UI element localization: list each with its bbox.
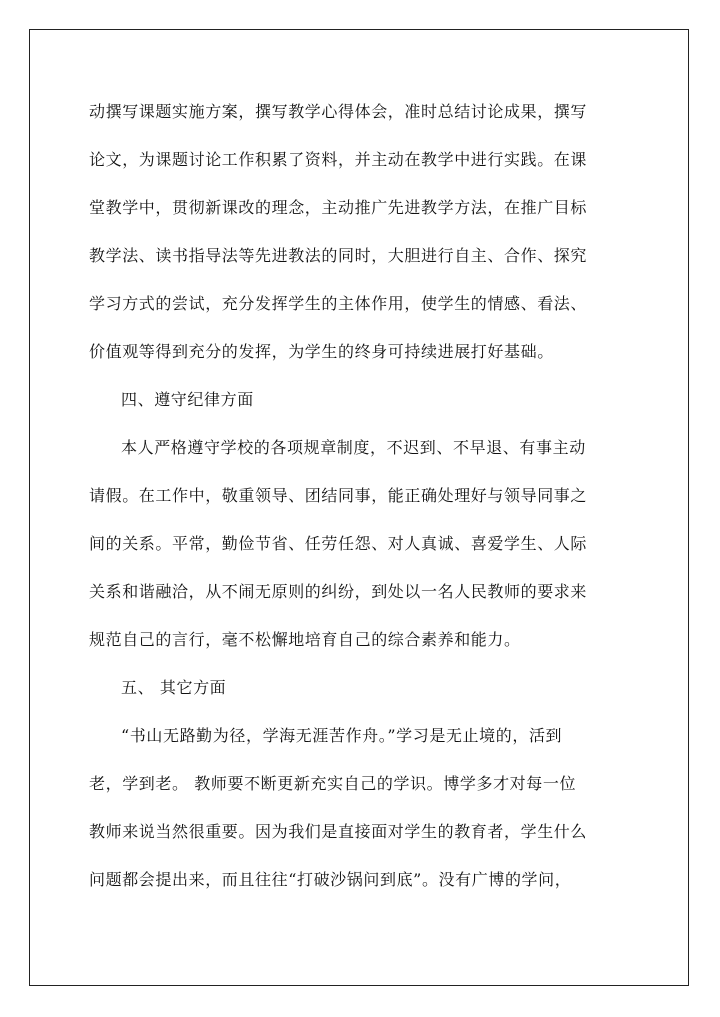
text-line: 本人严格遵守学校的各项规章制度，不迟到、不早退、有事主动 — [121, 438, 586, 457]
section-heading-discipline: 四、遵守纪律方面 — [121, 390, 254, 409]
document-body — [89, 92, 631, 908]
text-line: 动撰写课题实施方案，撰写教学心得体会，准时总结讨论成果，撰写 — [89, 102, 588, 121]
text-line: 价值观等得到充分的发挥，为学生的终身可持续进展打好基础。 — [89, 342, 554, 361]
text-line: 教师来说当然很重要。因为我们是直接面对学生的教育者，学生什么 — [89, 822, 588, 841]
section-heading-other: 五、 其它方面 — [121, 678, 227, 697]
text-line: 问题都会提出来，而且往往“打破沙锅问到底”。没有广博的学问， — [89, 870, 572, 889]
text-line: 间的关系。平常，勤俭节省、任劳任怨、对人真诚、喜爱学生、人际 — [89, 534, 588, 553]
text-line: “书山无路勤为径，学海无涯苦作舟。”学习是无止境的，活到 — [121, 726, 563, 745]
text-line: 论文，为课题讨论工作积累了资料，并主动在教学中进行实践。在课 — [89, 150, 588, 169]
text-line: 规范自己的言行，毫不松懈地培育自己的综合素养和能力。 — [89, 630, 521, 649]
text-line: 请假。在工作中，敬重领导、团结同事，能正确处理好与领导同事之 — [89, 486, 588, 505]
text-line: 学习方式的尝试，充分发挥学生的主体作用，使学生的情感、看法、 — [89, 294, 588, 313]
text-line: 堂教学中，贯彻新课改的理念，主动推广先进教学方法，在推广目标 — [89, 198, 588, 217]
text-line: 关系和谐融洽，从不闹无原则的纠纷，到处以一名人民教师的要求来 — [89, 582, 588, 601]
text-line: 老，学到老。 教师要不断更新充实自己的学识。博学多才对每一位 — [89, 774, 577, 793]
text-line: 教学法、读书指导法等先进教法的同时，大胆进行自主、合作、探究 — [89, 246, 588, 265]
